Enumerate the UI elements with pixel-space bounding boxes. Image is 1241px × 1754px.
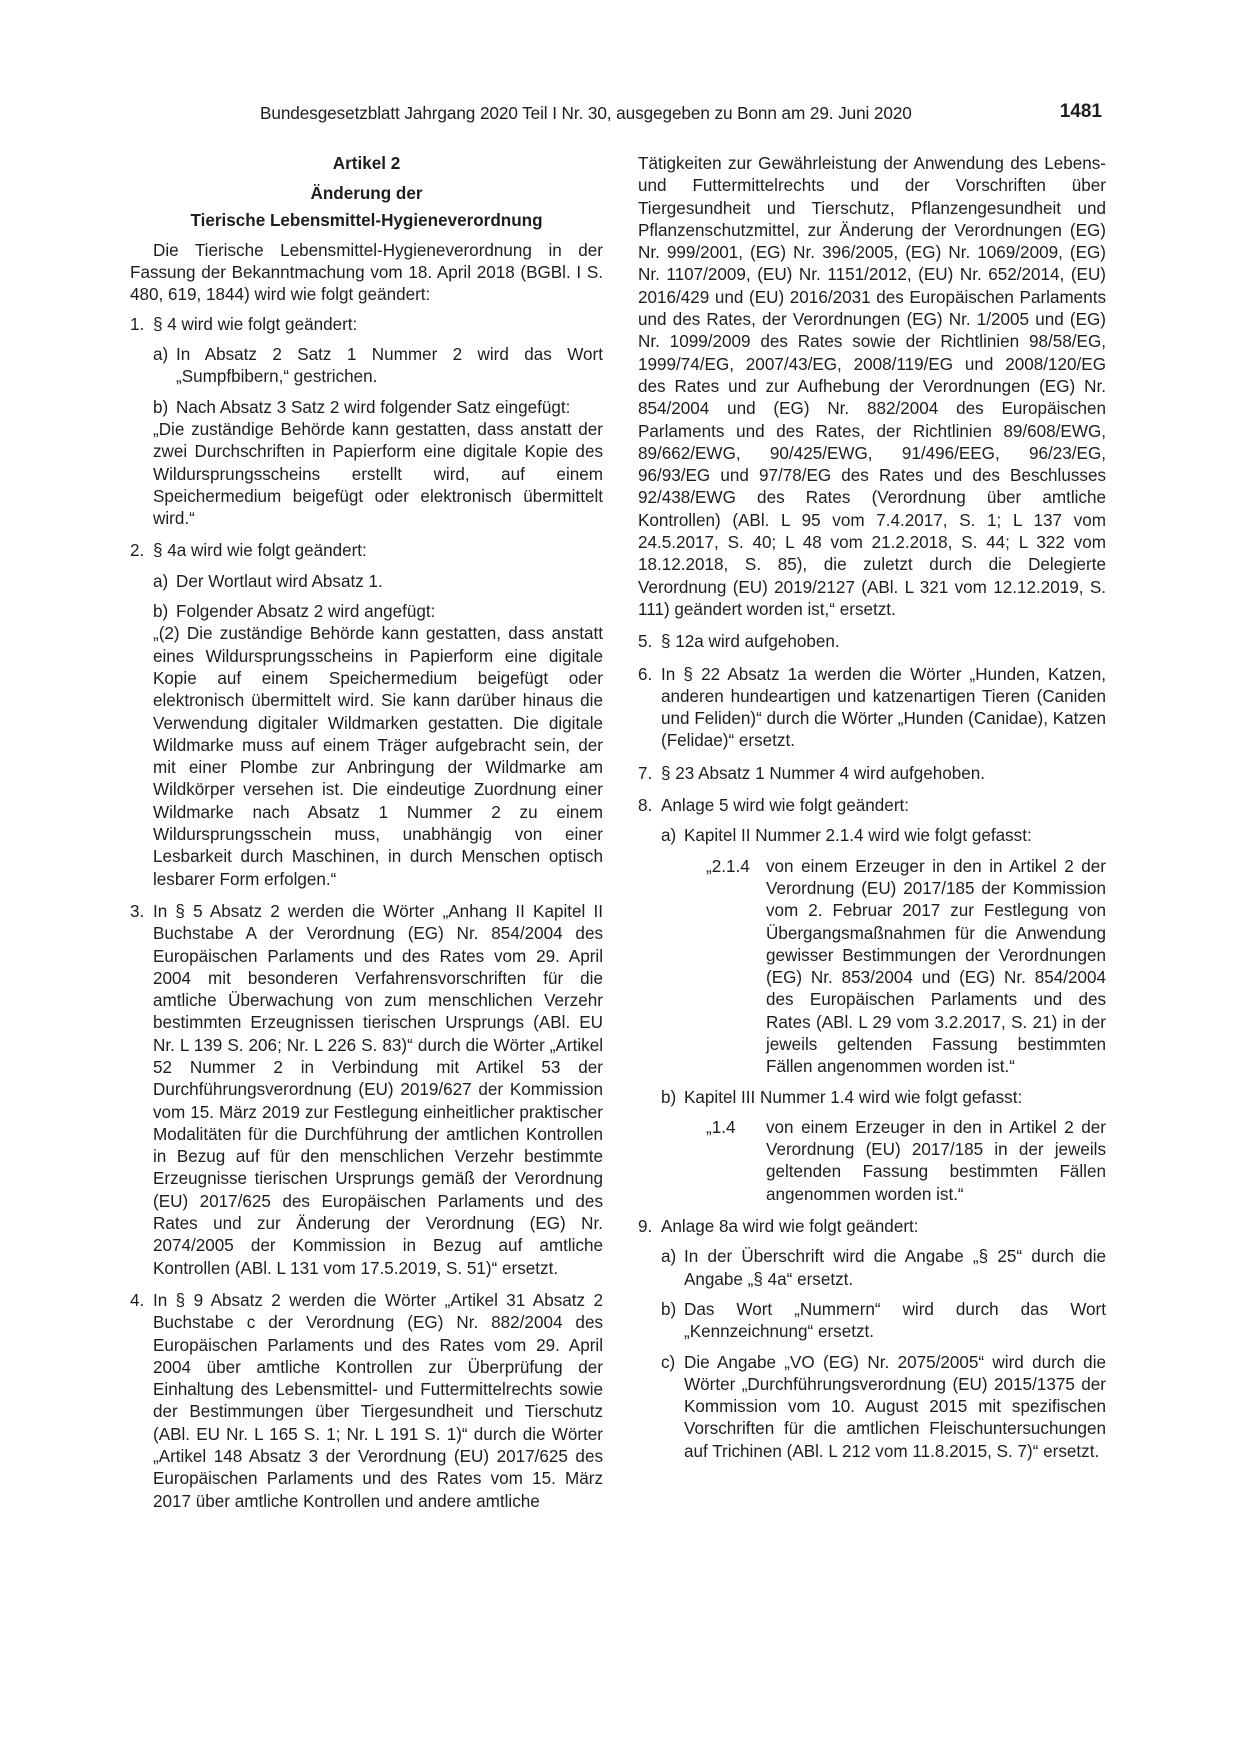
item-text: In § 5 Absatz 2 werden die Wörter „Anhang II Kapitel II Buchstabe A der Verordnung (EG) Nr. 854/2004 des Europäischen Parlaments und des Rates vom 29. April 2004 mit besonderen Verfahrensvorschriften für die amtliche Überwachung von zum menschlichen Verzehr bestimmten Erzeugnissen tierischen Ursprungs (ABl. EU Nr. L 139 S. 206; Nr. L 226 S. 83)“ durch die Wörter „Artikel 52 Nummer 2 in Verbindung mit Artikel 53 der Durchführungsverordnung (EU) 2019/627 der Kommission vom 15. März 2019 zur Festlegung einheitlicher praktischer Modalitäten für die Durchführung der amtlichen Kontrollen in Bezug auf für den menschlichen Verzehr bestimmte Erzeugnisse tierischen Ursprungs gemäß der Verordnung (EU) 2017/625 des Europäischen Parlaments und des Rates und zur Änderung der Verordnung (EG) Nr. 2074/2005 der Kommission in Bezug auf amtliche Kontrollen (ABl. L 131 vom 17.5.2019, S. 51)“ ersetzt. [153,901,603,1278]
subitem-b [661,1087,1106,1206]
item-marker: 9. [638,1217,653,1237]
inserted-sentence-quote: „Die zuständige Behörde kann gestatten, dass anstatt der zwei Durchschriften in Papierform eine digitale Kopie des Wildursprungsscheins erstellt wird, auf einem Speichermedium beigefügt oder elektronisch übermittelt wird.“ [153,419,603,529]
item-text: In § 22 Absatz 1a werden die Wörter „Hunden, Katzen, anderen hundeartigen und katzenartigen Tieren (Caniden und Feliden)“ durch die Wörter „Hunden (Canidae), Katzen (Felidae)“ ersetzt. [661,664,1106,751]
list-item-1 [130,314,603,531]
subitem-text: In der Überschrift wird die Angabe „§ 25“ durch die Angabe „§ 4a“ ersetzt. [684,1247,1106,1289]
subitem-a [661,1246,1106,1291]
inserted-paragraph-quote: „(2) Die zuständige Behörde kann gestatten, dass anstatt eines Wildursprungsscheins in Papierform eine digitale Kopie auf einem Speichermedium beigefügt oder elektronisch übermittelt wird. Sie kann darüber hinaus die Verwendung digitaler Wildmarken gestatten. Die digitale Wildmarke muss auf einem Träger aufgebracht sein, der mit einer Plombe zur Anbringung der Wildmarke am Wildkörper versehen ist. Die eindeutige Zuordnung einer Wildmarke nach Absatz 1 Nummer 2 zu einem Wildursprungsschein muss, unabhängig von einer Lesbarkeit durch Maschinen, in durch Menschen optisch lesbarer Form erfolgen.“ [153,624,603,889]
item-marker: 7. [638,763,653,783]
subitem-a [153,571,603,593]
quote-text: von einem Erzeuger in den in Artikel 2 der Verordnung (EU) 2017/185 der Kommission vom 2. Februar 2017 zur Festlegung von Übergangsmaßnahmen für die Anwendung gewisser Bestimmungen der Verordnungen (EG) Nr. 853/2004 und (EG) Nr. 854/2004 des Europäischen Parlaments und des Rates (ABl. L 29 vom 3.2.2017, S. 21) in der jeweils geltenden Fassung bestimmten Fällen angenommen worden ist.“ [766,856,1106,1077]
item-text: § 23 Absatz 1 Nummer 4 wird aufgehoben. [661,763,986,783]
item-text: § 4a wird wie folgt geändert: [153,541,367,561]
replacement-text-2-1-4 [706,856,1106,1079]
quote-text: von einem Erzeuger in den in Artikel 2 der Verordnung (EU) 2017/185 in der jeweils geltenden Fassung bestimmten Fällen angenommen worden ist.“ [766,1117,1106,1204]
right-column [638,153,1106,1473]
item-text: § 4 wird wie folgt geändert: [153,314,358,334]
list-item-2 [130,540,603,890]
subitem-marker: a) [661,1247,677,1267]
subitem-marker: b) [661,1299,677,1319]
page-header [260,101,1102,127]
subitem-text: Kapitel II Nummer 2.1.4 wird wie folgt gefasst: [684,826,1032,846]
list-item-5 [638,631,1106,653]
subitem-text: Die Angabe „VO (EG) Nr. 2075/2005“ wird durch die Wörter „Durchführungsverordnung (EU) 2015/1375 der Kommission vom 10. August 2015 mit spezifischen Vorschriften für die amtlichen Fleischuntersuchungen auf Trichinen (ABl. L 212 vom 11.8.2015, S. 7)“ ersetzt. [684,1352,1106,1461]
replacement-text-1-4 [706,1117,1106,1206]
item-text: Anlage 8a wird wie folgt geändert: [661,1217,919,1237]
item-marker: 4. [130,1290,145,1310]
intro-paragraph: Die Tierische Lebensmittel-Hygieneverordnung in der Fassung der Bekanntmachung vom 18. April 2018 (BGBl. I S. 480, 619, 1844) wird wie folgt geändert: [130,240,603,305]
subitem-b [661,1299,1106,1344]
quote-number: „2.1.4 [706,856,750,876]
list-item-8 [638,795,1106,1206]
subitem-marker: b) [661,1087,677,1107]
item-marker: 1. [130,314,145,334]
subitem-marker: a) [153,571,169,591]
item-marker: 8. [638,796,653,816]
subitem-marker: b) [153,602,169,622]
list-item-9 [638,1216,1106,1463]
article-number: Artikel 2 [332,154,401,173]
subitem-text: Folgender Absatz 2 wird angefügt: [176,602,436,622]
article-title-line-1: Änderung der [310,184,423,204]
item-text: In § 9 Absatz 2 werden die Wörter „Artikel 31 Absatz 2 Buchstabe c der Verordnung (EG) Nr. 882/2004 des Europäischen Parlaments und des Rates vom 29. April 2004 über amtliche Kontrollen zur Überprüfung der Einhaltung des Lebensmittel- und Futtermittelrechts sowie der Bestimmungen über Tiergesundheit und Tierschutz (ABl. EU Nr. L 165 S. 1; Nr. L 191 S. 1)“ durch die Wörter „Artikel 148 Absatz 3 der Verordnung (EU) 2017/625 des Europäischen Parlaments und des Rates vom 15. März 2017 über amtliche Kontrollen und andere amtliche [153,1290,603,1511]
subitem-text: Kapitel III Nummer 1.4 wird wie folgt gefasst: [684,1087,1023,1107]
subitem-marker: a) [153,345,169,365]
subitem-text: Das Wort „Nummern“ wird durch das Wort „Kennzeichnung“ ersetzt. [684,1299,1106,1342]
item-marker: 6. [638,664,653,684]
running-title: Bundesgesetzblatt Jahrgang 2020 Teil I Nr. 30, ausgegeben zu Bonn am 29. Juni 2020 [260,103,912,123]
item-marker: 2. [130,541,145,561]
subitem-marker: b) [153,397,169,417]
list-item-3 [130,901,603,1280]
subitem-marker: a) [661,826,677,846]
item-text: Anlage 5 wird wie folgt geändert: [661,796,910,816]
subitem-text: Nach Absatz 3 Satz 2 wird folgender Satz eingefügt: [176,397,571,417]
list-item-6 [638,664,1106,753]
item-4-continuation: Tätigkeiten zur Gewährleistung der Anwendung des Lebens- und Futtermittelrechts und der Vorschriften über Tiergesundheit und Tierschutz, Pflanzengesundheit und Pflanzenschutzmittel, zur Änderung der Verordnungen (EG) Nr. 999/2001, (EG) Nr. 396/2005, (EG) Nr. 1069/2009, (EG) Nr. 1107/2009, (EU) Nr. 1151/2012, (EU) Nr. 652/2014, (EU) 2016/429 und (EU) 2016/2031 des Europäischen Parlaments und des Rates, der Verordnungen (EG) Nr. 1/2005 und (EG) Nr. 1099/2009 des Rates sowie der Richtlinien 98/58/EG, 1999/74/EG, 2007/43/EG, 2008/119/EG und 2008/120/EG des Rates und zur Aufhebung der Verordnungen (EG) Nr. 854/2004 und (EG) Nr. 882/2004 des Europäischen Parlaments und des Rates, der Richtlinien 89/608/EWG, 89/662/EWG, 90/425/EWG, 91/496/EEG, 96/23/EG, 96/93/EG und 97/78/EG des Rates und des Beschlusses 92/438/EWG des Rates (Verordnung über amtliche Kontrollen) (ABl. L 95 vom 7.4.2017, S. 1; L 137 vom 24.5.2017, S. 40; L 48 vom 21.2.2018, S. 44; L 322 vom 18.12.2018, S. 85), die zuletzt durch die Delegierte Verordnung (EU) 2019/2127 (ABl. L 321 vom 12.12.2019, S. 111) geändert worden ist,“ ersetzt. [638,154,1106,619]
subitem-b [153,397,603,419]
subitem-a [153,344,603,389]
subitem-marker: c) [661,1352,676,1372]
list-item-4 [130,1290,603,1513]
subitem-text: Der Wortlaut wird Absatz 1. [176,571,383,591]
subitem-a [661,825,1106,1078]
subitem-text: In Absatz 2 Satz 1 Nummer 2 wird das Wort „Sumpfbibern,“ gestrichen. [176,345,603,387]
item-marker: 5. [638,632,653,652]
item-marker: 3. [130,901,145,921]
subitem-b [153,601,603,623]
article-title-line-2: Tierische Lebensmittel-Hygieneverordnung [190,210,543,230]
list-item-7 [638,763,1106,785]
subitem-c [661,1352,1106,1463]
left-column [130,153,603,1523]
page-number: 1481 [1059,101,1102,122]
item-text: § 12a wird aufgehoben. [661,632,840,652]
quote-number: „1.4 [706,1117,736,1137]
